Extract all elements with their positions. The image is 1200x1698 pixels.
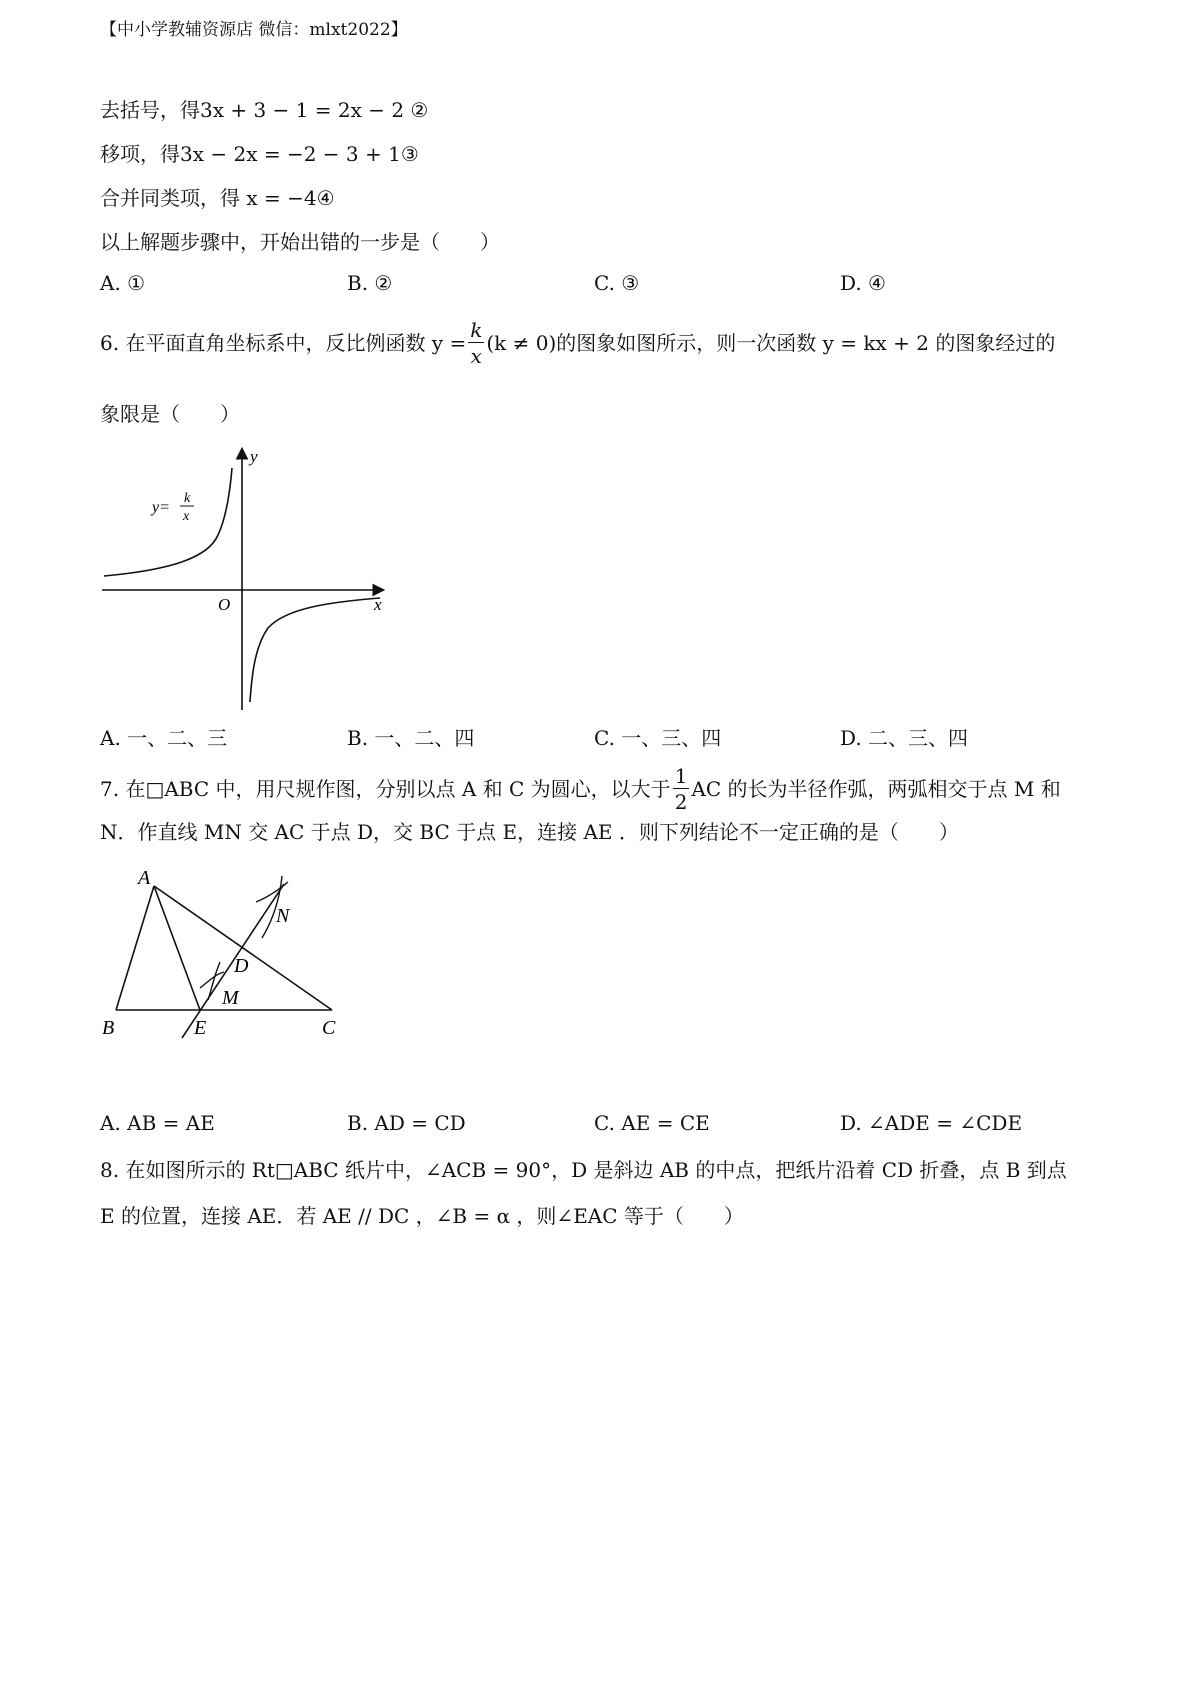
curve-label-num: k — [184, 491, 191, 506]
q7-option-d[interactable]: D. ∠ADE = ∠CDE — [840, 1111, 1023, 1135]
q7-fraction-den: 2 — [674, 790, 688, 814]
q6-fraction-num: k — [470, 318, 483, 342]
q5-option-b[interactable]: B. ② — [347, 271, 393, 295]
segment-ae — [154, 886, 200, 1010]
segment-ac — [154, 886, 332, 1010]
point-m-label: M — [222, 987, 239, 1009]
q7-fraction — [673, 766, 690, 812]
q6-option-c[interactable]: C. 一、三、四 — [594, 726, 722, 750]
q6-option-a[interactable]: A. 一、二、三 — [100, 726, 228, 750]
point-e-label: E — [194, 1017, 207, 1039]
q7-fraction-num: 1 — [674, 764, 688, 788]
y-axis-label: y — [250, 447, 258, 466]
q7-option-a[interactable]: A. AB = AE — [100, 1111, 215, 1135]
x-axis-label: x — [374, 595, 382, 614]
hyperbola-branch-q4 — [250, 598, 380, 702]
q7-stem-pre: 7. 在□ABC 中，用尺规作图，分别以点 A 和 C 为圆心，以大于 — [100, 777, 671, 801]
q6-option-b[interactable]: B. 一、二、四 — [347, 726, 475, 750]
q6-stem-cond: (k ≠ 0) — [486, 331, 557, 355]
q6-fraction-den: x — [470, 344, 482, 368]
q6-stem-post: 的图象如图所示，则一次函数 y = kx + 2 的图象经过的 — [556, 331, 1056, 355]
q7-stem-line2: N．作直线 MN 交 AC 于点 D，交 BC 于点 E，连接 AE ．则下列结论不一定正确的是（ ） — [100, 820, 959, 844]
q8-stem-line2: E 的位置，连接 AE．若 AE // DC ，∠B = α ，则∠EAC 等于（ ） — [100, 1204, 744, 1228]
origin-label: O — [218, 595, 231, 614]
q5-step-4: 合并同类项，得 x = −4④ — [100, 186, 335, 210]
q6-stem-pre: 6. 在平面直角坐标系中，反比例函数 y = — [100, 331, 467, 355]
q5-option-a[interactable]: A. ① — [100, 271, 146, 295]
segment-ab — [116, 886, 154, 1010]
q5-option-d[interactable]: D. ④ — [840, 271, 886, 295]
q7-option-c[interactable]: C. AE = CE — [594, 1111, 710, 1135]
q5-step-3: 移项，得3x − 2x = −2 − 3 + 1③ — [100, 142, 419, 166]
q6-stem-line2: 象限是（ ） — [100, 402, 240, 426]
arc-n-1 — [256, 882, 288, 902]
q6-hyperbola-graph — [100, 440, 400, 720]
point-b-label: B — [102, 1017, 115, 1039]
q5-step-2: 去括号，得3x + 3 − 1 = 2x − 2 ② — [100, 98, 429, 122]
q6-option-d[interactable]: D. 二、三、四 — [840, 726, 969, 750]
q6-fraction — [468, 320, 484, 366]
q8-stem-line1: 8. 在如图所示的 Rt□ABC 纸片中，∠ACB = 90°，D 是斜边 AB 的中点，把纸片沿着 CD 折叠，点 B 到点 — [100, 1158, 1067, 1182]
q7-construction-figure — [96, 862, 356, 1052]
line-mn — [182, 884, 284, 1038]
q5-prompt: 以上解题步骤中，开始出错的一步是（ ） — [100, 230, 500, 254]
q7-option-b[interactable]: B. AD = CD — [347, 1111, 466, 1135]
page-header: 【中小学教辅资源店 微信：mlxt2022】 — [100, 20, 408, 40]
curve-label-den: x — [183, 509, 190, 524]
point-c-label: C — [322, 1017, 336, 1039]
curve-label-pre: y= — [152, 499, 170, 516]
q7-stem-line1 — [100, 766, 1061, 812]
arc-m-2 — [208, 962, 220, 1000]
point-d-label: D — [234, 955, 249, 977]
hyperbola-branch-q2 — [104, 468, 232, 576]
point-n-label: N — [276, 905, 290, 927]
point-a-label: A — [138, 867, 151, 889]
q5-option-c[interactable]: C. ③ — [594, 271, 640, 295]
q7-stem-post: AC 的长为半径作弧，两弧相交于点 M 和 — [691, 777, 1061, 801]
q6-stem-line1 — [100, 320, 1055, 366]
